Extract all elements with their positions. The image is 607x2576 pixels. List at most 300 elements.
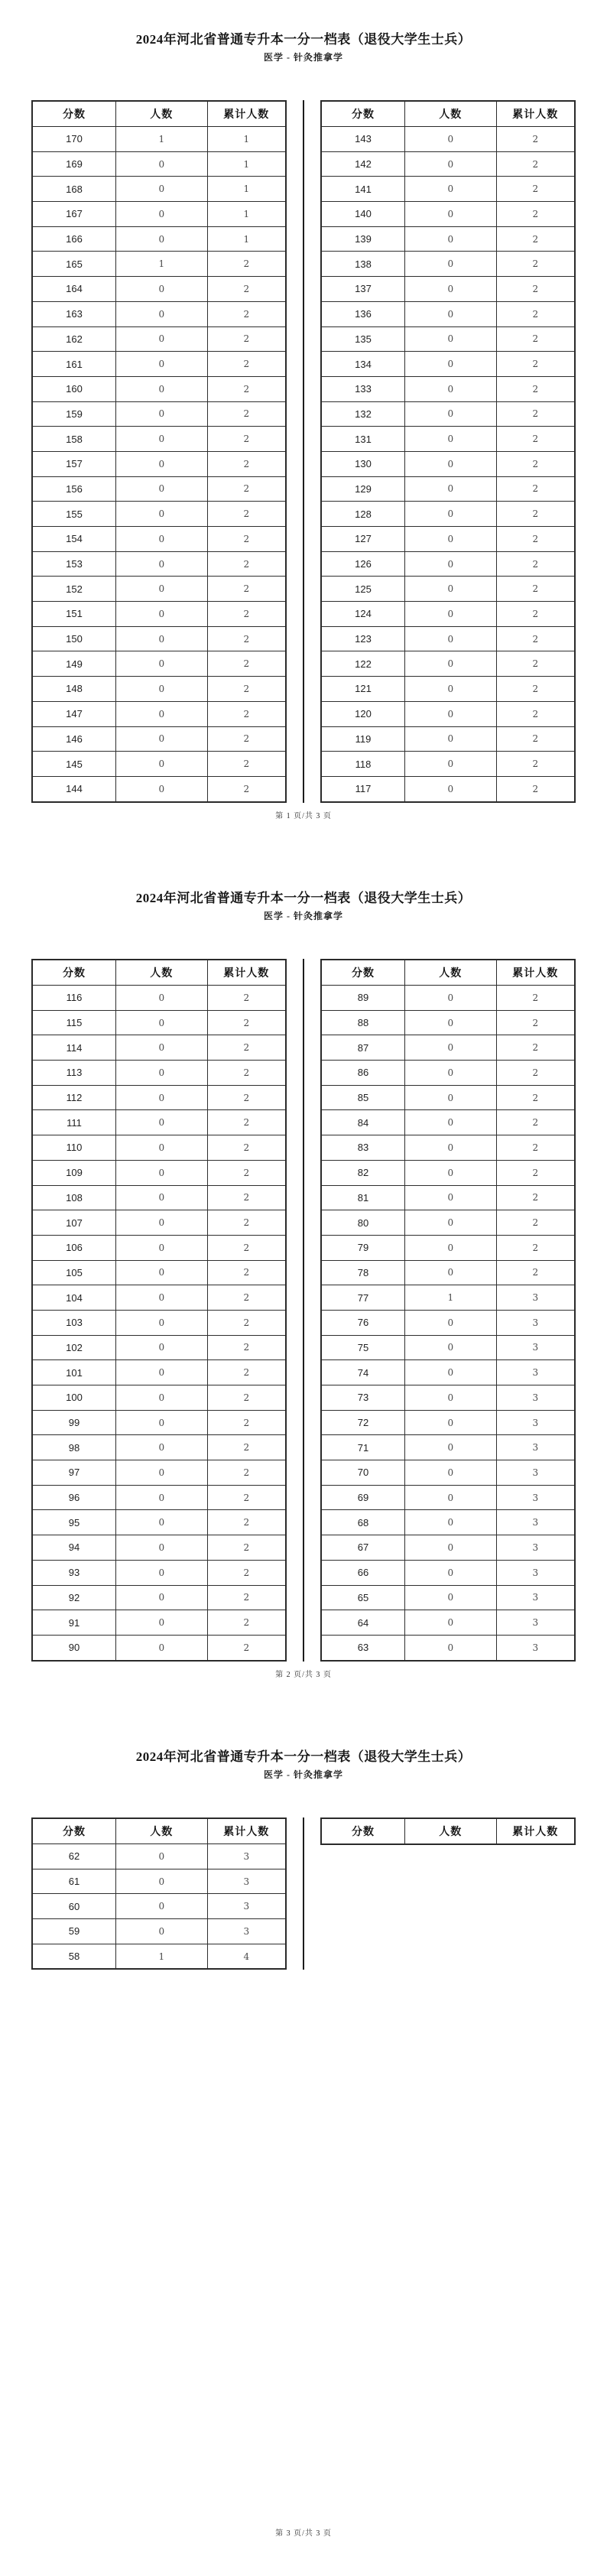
cumulative-cell: 3 [496,1610,575,1636]
cumulative-cell: 2 [207,752,286,777]
score-cell: 61 [32,1869,116,1894]
table-row [32,1944,286,1969]
count-cell: 0 [116,476,208,502]
table-row [32,1110,286,1135]
cumulative-cell: 2 [207,1635,286,1660]
score-cell: 163 [32,301,116,326]
count-cell: 0 [405,127,497,152]
table-row [32,1235,286,1260]
table-row [32,427,286,452]
score-cell: 134 [321,352,405,377]
table-row [32,1310,286,1335]
score-cell: 158 [32,427,116,452]
count-cell: 0 [405,1335,497,1360]
score-cell: 71 [321,1435,405,1460]
cumulative-cell: 2 [496,151,575,177]
table-row [321,1635,575,1660]
cumulative-cell: 3 [496,1310,575,1335]
header-row [321,101,575,127]
cumulative-cell: 2 [496,602,575,627]
score-cell: 125 [321,577,405,602]
column-header: 分数 [321,960,405,986]
count-cell: 0 [116,1260,208,1285]
table-row [32,1585,286,1610]
table-row [321,202,575,227]
score-table-right [320,1817,576,1845]
table-row [32,1010,286,1035]
table-row [32,602,286,627]
cumulative-cell: 2 [496,301,575,326]
table-row [321,1061,575,1086]
page-title: 2024年河北省普通专升本一分一档表（退役大学生士兵） [135,32,472,47]
table-row [321,1560,575,1585]
cumulative-cell: 2 [496,1185,575,1210]
score-cell: 89 [321,986,405,1011]
table-row [321,602,575,627]
count-cell: 0 [405,1435,497,1460]
column-header: 累计人数 [496,960,575,986]
score-cell: 152 [32,577,116,602]
table-row [32,277,286,302]
count-cell: 0 [405,776,497,801]
score-cell: 87 [321,1035,405,1061]
cumulative-cell: 2 [207,252,286,277]
count-cell: 0 [116,1560,208,1585]
table-row [32,401,286,427]
table-row [321,1535,575,1561]
table-row [32,1360,286,1385]
table-row [321,1285,575,1311]
cumulative-cell: 2 [207,476,286,502]
count-cell: 0 [405,752,497,777]
score-cell: 141 [321,177,405,202]
count-cell: 0 [405,1061,497,1086]
count-cell: 0 [405,577,497,602]
table-row [32,1510,286,1535]
table-row [32,376,286,401]
column-header: 累计人数 [496,101,575,127]
count-cell: 0 [116,1210,208,1236]
table-row [321,1385,575,1411]
cumulative-cell: 2 [207,1510,286,1535]
score-cell: 92 [32,1585,116,1610]
score-cell: 80 [321,1210,405,1236]
table-row [32,1061,286,1086]
count-cell: 0 [405,726,497,752]
count-cell: 0 [116,151,208,177]
cumulative-cell: 2 [496,701,575,726]
table-row [321,577,575,602]
count-cell: 0 [405,1310,497,1335]
page-3 [0,1717,607,2576]
score-cell: 85 [321,1085,405,1110]
cumulative-cell: 2 [207,277,286,302]
cumulative-cell: 2 [207,776,286,801]
cumulative-cell: 3 [496,1560,575,1585]
column-header: 累计人数 [207,1818,286,1844]
count-cell: 0 [116,1335,208,1360]
count-cell: 0 [116,427,208,452]
table-row [321,1610,575,1636]
cumulative-cell: 2 [207,427,286,452]
tables-container [31,100,576,803]
score-cell: 166 [32,226,116,252]
cumulative-cell: 2 [496,451,575,476]
count-cell: 0 [405,677,497,702]
page-subtitle: 医学 - 针灸推拿学 [264,911,343,921]
score-table-left [31,100,287,803]
column-header: 人数 [405,1818,497,1844]
cumulative-cell: 2 [496,1235,575,1260]
cumulative-cell: 2 [496,551,575,577]
table-row [32,677,286,702]
score-cell: 132 [321,401,405,427]
score-cell: 90 [32,1635,116,1660]
page-subtitle: 医学 - 针灸推拿学 [264,52,343,63]
table-row [321,151,575,177]
cumulative-cell: 3 [207,1844,286,1869]
cumulative-cell: 2 [496,252,575,277]
score-cell: 84 [321,1110,405,1135]
table-row [321,726,575,752]
count-cell: 0 [116,1410,208,1435]
count-cell: 0 [405,1135,497,1161]
score-cell: 117 [321,776,405,801]
table-row [32,776,286,801]
table-row [32,752,286,777]
count-cell: 0 [405,1635,497,1660]
score-cell: 98 [32,1435,116,1460]
cumulative-cell: 3 [496,1335,575,1360]
count-cell: 0 [405,1535,497,1561]
table-row [32,1385,286,1411]
cumulative-cell: 2 [496,1035,575,1061]
table-row [321,1085,575,1110]
count-cell: 0 [116,376,208,401]
count-cell: 0 [116,1360,208,1385]
count-cell: 0 [405,1560,497,1585]
score-cell: 126 [321,551,405,577]
cumulative-cell: 2 [207,1035,286,1061]
table-row [32,177,286,202]
cumulative-cell: 2 [207,1185,286,1210]
score-cell: 114 [32,1035,116,1061]
score-cell: 72 [321,1410,405,1435]
score-cell: 139 [321,226,405,252]
score-cell: 144 [32,776,116,801]
column-header: 分数 [32,101,116,127]
table-row [32,1210,286,1236]
cumulative-cell: 2 [207,1435,286,1460]
count-cell: 0 [405,177,497,202]
cumulative-cell: 2 [207,1560,286,1585]
cumulative-cell: 2 [207,1385,286,1411]
count-cell: 0 [116,1185,208,1210]
column-header: 累计人数 [207,960,286,986]
score-table-right [320,959,576,1662]
score-cell: 119 [321,726,405,752]
count-cell: 0 [405,476,497,502]
cumulative-cell: 2 [207,986,286,1011]
score-cell: 91 [32,1610,116,1636]
score-cell: 151 [32,602,116,627]
count-cell: 0 [116,1085,208,1110]
cumulative-cell: 2 [496,651,575,677]
score-cell: 111 [32,1110,116,1135]
cumulative-cell: 3 [496,1535,575,1561]
count-cell: 0 [116,226,208,252]
table-row [321,252,575,277]
count-cell: 0 [116,677,208,702]
table-row [321,1160,575,1185]
score-cell: 140 [321,202,405,227]
score-cell: 76 [321,1310,405,1335]
table-row [32,1260,286,1285]
count-cell: 0 [405,451,497,476]
score-cell: 164 [32,277,116,302]
count-cell: 0 [405,626,497,651]
column-header: 累计人数 [496,1818,575,1844]
score-cell: 66 [321,1560,405,1585]
table-row [32,502,286,527]
table-row [32,651,286,677]
count-cell: 0 [405,986,497,1011]
table-row [32,1869,286,1894]
cumulative-cell: 4 [207,1944,286,1969]
cumulative-cell: 2 [207,626,286,651]
count-cell: 0 [116,986,208,1011]
score-cell: 116 [32,986,116,1011]
cumulative-cell: 2 [207,1110,286,1135]
count-cell: 0 [116,202,208,227]
table-divider [303,1817,304,1970]
cumulative-cell: 2 [496,1260,575,1285]
score-cell: 118 [321,752,405,777]
score-cell: 128 [321,502,405,527]
count-cell: 0 [116,301,208,326]
table-row [321,677,575,702]
cumulative-cell: 1 [207,226,286,252]
table-row [32,1485,286,1510]
table-row [321,1435,575,1460]
cumulative-cell: 2 [207,1585,286,1610]
score-cell: 106 [32,1235,116,1260]
score-cell: 121 [321,677,405,702]
count-cell: 1 [116,1944,208,1969]
count-cell: 0 [116,1510,208,1535]
score-cell: 109 [32,1160,116,1185]
cumulative-cell: 2 [207,401,286,427]
score-cell: 82 [321,1160,405,1185]
score-cell: 103 [32,1310,116,1335]
cumulative-cell: 2 [207,677,286,702]
score-cell: 79 [321,1235,405,1260]
cumulative-cell: 2 [207,726,286,752]
column-header: 分数 [321,101,405,127]
table-divider [303,959,304,1662]
cumulative-cell: 2 [207,1010,286,1035]
count-cell: 0 [405,602,497,627]
count-cell: 0 [116,1135,208,1161]
cumulative-cell: 2 [207,326,286,352]
score-table-right [320,100,576,803]
table-row [321,1310,575,1335]
table-row [321,1235,575,1260]
table-row [321,1510,575,1535]
cumulative-cell: 2 [496,577,575,602]
score-cell: 77 [321,1285,405,1311]
count-cell: 0 [116,1035,208,1061]
cumulative-cell: 1 [207,177,286,202]
table-row [32,252,286,277]
cumulative-cell: 2 [207,1235,286,1260]
header-row [32,1818,286,1844]
score-cell: 97 [32,1460,116,1486]
cumulative-cell: 2 [496,476,575,502]
cumulative-cell: 2 [207,1535,286,1561]
count-cell: 0 [405,1260,497,1285]
count-cell: 0 [405,1360,497,1385]
count-cell: 0 [405,1110,497,1135]
score-cell: 136 [321,301,405,326]
score-cell: 99 [32,1410,116,1435]
count-cell: 0 [405,1210,497,1236]
count-cell: 0 [116,177,208,202]
count-cell: 0 [405,352,497,377]
table-row [321,177,575,202]
score-cell: 145 [32,752,116,777]
score-cell: 65 [321,1585,405,1610]
count-cell: 0 [116,776,208,801]
score-cell: 165 [32,252,116,277]
score-cell: 64 [321,1610,405,1636]
cumulative-cell: 3 [496,1360,575,1385]
column-header: 人数 [116,1818,208,1844]
score-cell: 157 [32,451,116,476]
cumulative-cell: 3 [496,1435,575,1460]
count-cell: 0 [405,202,497,227]
count-cell: 0 [116,1010,208,1035]
score-cell: 124 [321,602,405,627]
cumulative-cell: 2 [496,326,575,352]
header-row [321,960,575,986]
count-cell: 0 [116,352,208,377]
cumulative-cell: 2 [496,726,575,752]
count-cell: 0 [405,427,497,452]
cumulative-cell: 2 [207,1335,286,1360]
cumulative-cell: 3 [496,1285,575,1311]
count-cell: 0 [116,1894,208,1919]
table-row [32,1185,286,1210]
table-row [321,1410,575,1435]
score-cell: 143 [321,127,405,152]
page-1 [0,0,607,859]
cumulative-cell: 2 [496,677,575,702]
score-cell: 135 [321,326,405,352]
cumulative-cell: 3 [496,1410,575,1435]
table-divider [303,100,304,803]
table-row [321,352,575,377]
table-row [321,1210,575,1236]
count-cell: 0 [116,1110,208,1135]
table-row [32,1635,286,1660]
table-row [32,301,286,326]
cumulative-cell: 2 [207,701,286,726]
count-cell: 1 [116,252,208,277]
cumulative-cell: 2 [496,202,575,227]
table-row [32,1460,286,1486]
score-cell: 113 [32,1061,116,1086]
cumulative-cell: 2 [207,1061,286,1086]
table-row [32,577,286,602]
table-row [321,626,575,651]
table-row [321,301,575,326]
table-row [32,352,286,377]
table-row [32,551,286,577]
table-row [321,986,575,1011]
count-cell: 0 [116,1385,208,1411]
cumulative-cell: 2 [207,1610,286,1636]
page-footer: 第 1 页/共 3 页 [275,812,332,820]
score-cell: 148 [32,677,116,702]
count-cell: 0 [405,1610,497,1636]
table-row [32,151,286,177]
column-header: 分数 [321,1818,405,1844]
count-cell: 0 [405,701,497,726]
count-cell: 0 [405,502,497,527]
page-2 [0,859,607,1717]
table-row [32,326,286,352]
cumulative-cell: 1 [207,127,286,152]
count-cell: 0 [405,151,497,177]
score-cell: 115 [32,1010,116,1035]
table-row [321,1460,575,1486]
table-row [321,776,575,801]
score-cell: 146 [32,726,116,752]
score-cell: 96 [32,1485,116,1510]
count-cell: 0 [116,1285,208,1311]
header-row [321,1818,575,1844]
count-cell: 0 [116,1061,208,1086]
table-row [32,1610,286,1636]
count-cell: 0 [116,1919,208,1944]
count-cell: 0 [116,527,208,552]
score-cell: 129 [321,476,405,502]
cumulative-cell: 2 [496,1135,575,1161]
count-cell: 0 [116,326,208,352]
score-cell: 59 [32,1919,116,1944]
cumulative-cell: 2 [496,527,575,552]
count-cell: 1 [116,127,208,152]
cumulative-cell: 2 [496,352,575,377]
score-cell: 81 [321,1185,405,1210]
table-row [321,451,575,476]
score-cell: 131 [321,427,405,452]
score-cell: 101 [32,1360,116,1385]
cumulative-cell: 2 [207,651,286,677]
table-row [321,277,575,302]
cumulative-cell: 2 [207,1210,286,1236]
count-cell: 0 [405,1410,497,1435]
score-cell: 122 [321,651,405,677]
table-row [32,1560,286,1585]
cumulative-cell: 2 [207,577,286,602]
cumulative-cell: 2 [207,451,286,476]
table-row [32,202,286,227]
count-cell: 0 [405,1485,497,1510]
table-row [32,701,286,726]
table-row [321,427,575,452]
